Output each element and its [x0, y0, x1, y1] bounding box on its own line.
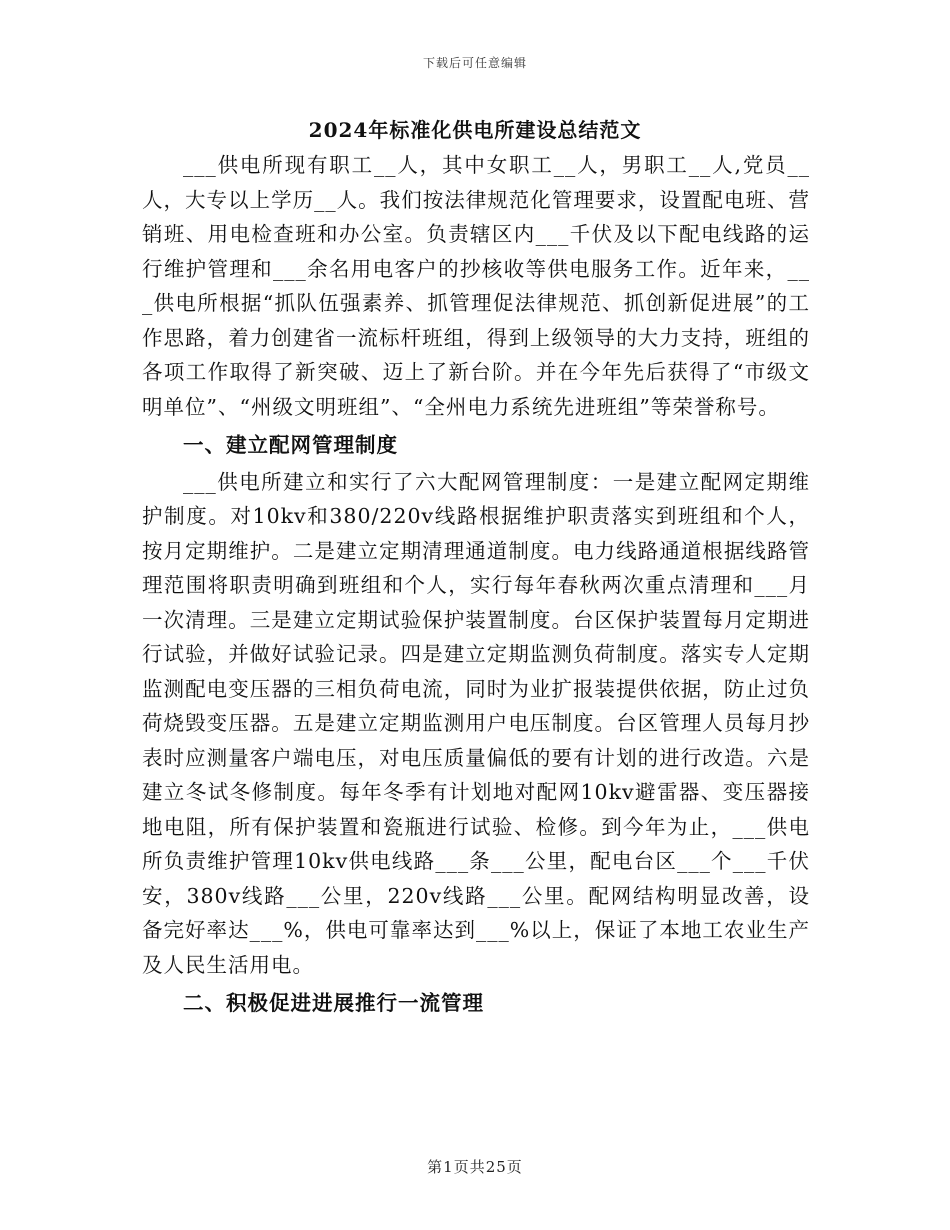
section-heading-1: 一、建立配网管理制度	[183, 433, 398, 457]
document-title: 2024年标准化供电所建设总结范文	[308, 118, 642, 142]
paragraph-intro: ___供电所现有职工__人，其中女职工__人，男职工__人,党员__人，大专以上学历__人。我们按法律规范化管理要求，设置配电班、营销班、用电检查班和办公室。负责辖区内___千伏及以下配电线路的运行维护管理和___余名用电客户的抄核收等供电服务工作。近年来，___供电所根据“抓队伍强素养、抓管理促法律规范、抓创新促进展”的工作思路，着力创建省一流标杆班组，得到上级领导的大力支持，班组的各项工作取得了新突破、迈上了新台阶。并在今年先后获得了“市级文明单位”、“州级文明班组”、“全州电力系统先进班组”等荣誉称号。	[142, 153, 810, 419]
page-footer: 第1页共25页	[427, 1158, 523, 1176]
document-body	[142, 148, 810, 1023]
section-heading-2: 二、积极促进进展推行一流管理	[183, 991, 484, 1015]
header-note: 下载后可任意编辑	[422, 56, 527, 70]
paragraph-section-1: ___供电所建立和实行了六大配网管理制度：一是建立配网定期维护制度。对10kv和380/220v线路根据维护职责落实到班组和个人，按月定期维护。二是建立定期清理通道制度。电力线路通道根据线路管理范围将职责明确到班组和个人，实行每年春秋两次重点清理和___月一次清理。三是建立定期试验保护装置制度。台区保护装置每月定期进行试验，并做好试验记录。四是建立定期监测负荷制度。落实专人定期监测配电变压器的三相负荷电流，同时为业扩报装提供依据，防止过负荷烧毁变压器。五是建立定期监测用户电压制度。台区管理人员每月抄表时应测量客户端电压，对电压质量偏低的要有计划的进行改造。六是建立冬试冬修制度。每年冬季有计划地对配网10kv避雷器、变压器接地电阻，所有保护装置和瓷瓶进行试验、检修。到今年为止，___供电所负责维护管理10kv供电线路___条___公里，配电台区___个___千伏安，380v线路___公里，220v线路___公里。配网结构明显改善，设备完好率达___%，供电可靠率达到___%以上，保证了本地工农业生产及人民生活用电。	[142, 469, 810, 977]
